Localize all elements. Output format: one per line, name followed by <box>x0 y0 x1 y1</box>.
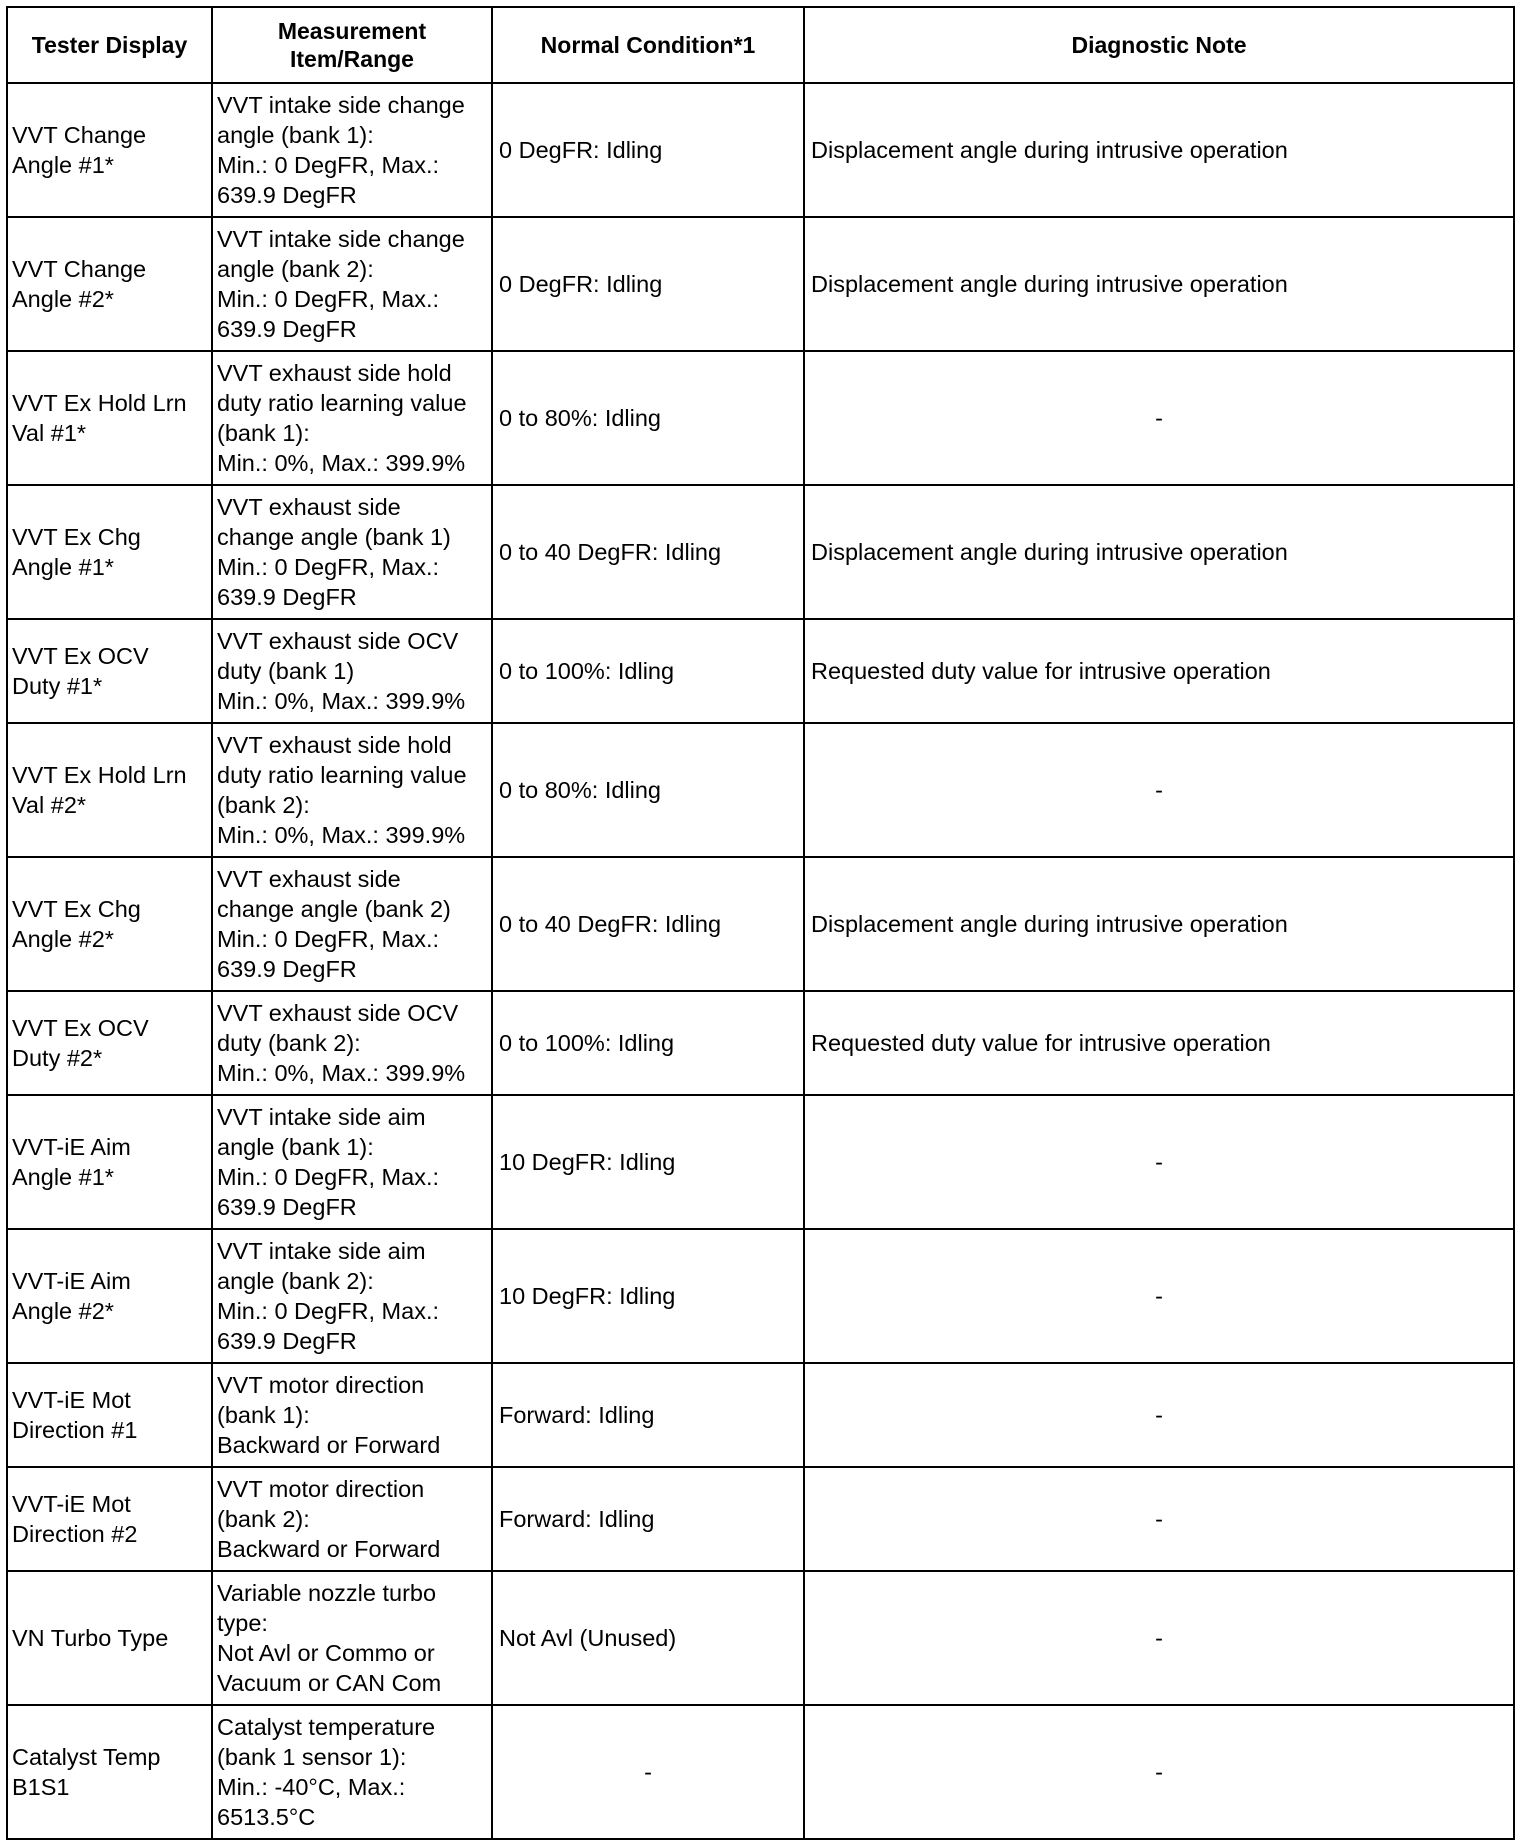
cell-diagnostic-note: - <box>804 351 1514 485</box>
cell-normal-condition: 0 to 80%: Idling <box>492 723 804 857</box>
tester-display-line: Direction #2 <box>12 1521 138 1547</box>
measurement-range-line: Min.: 0%, Max.: 399.9% <box>217 822 466 848</box>
cell-measurement-range <box>212 857 492 991</box>
tester-display-line: Angle #2* <box>12 1298 114 1324</box>
tester-display-line: B1S1 <box>12 1774 70 1800</box>
measurement-range-line: duty ratio learning value <box>217 762 467 788</box>
cell-diagnostic-note: - <box>804 1229 1514 1363</box>
tester-display-line: Val #2* <box>12 792 87 818</box>
header-diagnostic-note: Diagnostic Note <box>804 7 1514 83</box>
measurement-range-line: 639.9 DegFR <box>217 1194 357 1220</box>
cell-normal-condition: 0 to 40 DegFR: Idling <box>492 485 804 619</box>
cell-normal-condition: 0 DegFR: Idling <box>492 217 804 351</box>
cell-diagnostic-note: - <box>804 1571 1514 1705</box>
cell-measurement-range <box>212 1095 492 1229</box>
measurement-range-line: Min.: 0 DegFR, Max.: <box>217 286 439 312</box>
cell-tester-display <box>7 723 212 857</box>
tester-display-line: VVT Ex Chg <box>12 896 141 922</box>
cell-normal-condition: 0 to 100%: Idling <box>492 619 804 723</box>
measurement-range-line: Backward or Forward <box>217 1432 441 1458</box>
cell-tester-display <box>7 991 212 1095</box>
measurement-range-line: 639.9 DegFR <box>217 182 357 208</box>
measurement-range-line: VVT exhaust side OCV <box>217 628 459 654</box>
tester-display-line: VVT Ex Hold Lrn <box>12 762 187 788</box>
cell-tester-display <box>7 619 212 723</box>
cell-normal-condition: Not Avl (Unused) <box>492 1571 804 1705</box>
header-normal-condition: Normal Condition*1 <box>492 7 804 83</box>
cell-tester-display <box>7 1571 212 1705</box>
cell-diagnostic-note: Displacement angle during intrusive operation <box>804 485 1514 619</box>
tester-display-line: VVT-iE Aim <box>12 1134 131 1160</box>
table-row <box>7 1095 1514 1229</box>
cell-measurement-range <box>212 83 492 217</box>
table-row <box>7 351 1514 485</box>
cell-measurement-range <box>212 1705 492 1839</box>
cell-measurement-range <box>212 619 492 723</box>
measurement-range-line: 6513.5°C <box>217 1804 316 1830</box>
cell-diagnostic-note: - <box>804 1467 1514 1571</box>
measurement-range-line: VVT exhaust side <box>217 494 401 520</box>
table-row <box>7 991 1514 1095</box>
measurement-range-line: VVT intake side change <box>217 226 465 252</box>
cell-measurement-range <box>212 1571 492 1705</box>
measurement-range-line: (bank 2): <box>217 792 310 818</box>
table-row <box>7 1571 1514 1705</box>
measurement-range-line: VVT exhaust side <box>217 866 401 892</box>
measurement-range-line: Min.: 0 DegFR, Max.: <box>217 1164 439 1190</box>
measurement-range-line: VVT exhaust side hold <box>217 732 452 758</box>
tester-display-line: Angle #1* <box>12 152 114 178</box>
cell-tester-display <box>7 217 212 351</box>
measurement-range-line: (bank 1 sensor 1): <box>217 1744 407 1770</box>
cell-diagnostic-note: - <box>804 1705 1514 1839</box>
tester-display-line: Direction #1 <box>12 1417 138 1443</box>
tester-display-line: Angle #2* <box>12 286 114 312</box>
cell-normal-condition: 0 to 80%: Idling <box>492 351 804 485</box>
measurement-range-line: duty (bank 2): <box>217 1030 361 1056</box>
table-row <box>7 217 1514 351</box>
measurement-range-line: VVT exhaust side hold <box>217 360 452 386</box>
measurement-range-line: Min.: -40°C, Max.: <box>217 1774 406 1800</box>
measurement-range-line: VVT intake side aim <box>217 1104 426 1130</box>
tester-display-line: VVT Ex OCV <box>12 643 149 669</box>
tester-display-line: Val #1* <box>12 420 87 446</box>
cell-tester-display <box>7 351 212 485</box>
tester-display-line: VVT-iE Mot <box>12 1491 131 1517</box>
cell-tester-display <box>7 1705 212 1839</box>
cell-normal-condition: - <box>492 1705 804 1839</box>
cell-diagnostic-note: Displacement angle during intrusive operation <box>804 857 1514 991</box>
cell-measurement-range <box>212 351 492 485</box>
measurement-range-line: VVT intake side aim <box>217 1238 426 1264</box>
cell-normal-condition: Forward: Idling <box>492 1363 804 1467</box>
measurement-range-line: VVT exhaust side OCV <box>217 1000 459 1026</box>
tester-display-line: Duty #2* <box>12 1045 103 1071</box>
tester-display-line: VVT Ex OCV <box>12 1015 149 1041</box>
measurement-range-line: Not Avl or Commo or <box>217 1640 435 1666</box>
tester-display-line: VVT Change <box>12 256 147 282</box>
cell-measurement-range <box>212 1363 492 1467</box>
measurement-range-line: 639.9 DegFR <box>217 1328 357 1354</box>
measurement-range-line: Min.: 0 DegFR, Max.: <box>217 554 439 580</box>
cell-tester-display <box>7 1467 212 1571</box>
measurement-range-line: Min.: 0%, Max.: 399.9% <box>217 1060 466 1086</box>
measurement-range-line: 639.9 DegFR <box>217 584 357 610</box>
table-row <box>7 723 1514 857</box>
cell-diagnostic-note: - <box>804 1363 1514 1467</box>
cell-measurement-range <box>212 485 492 619</box>
tester-display-line: VVT-iE Aim <box>12 1268 131 1294</box>
header-measurement-line2: Item/Range <box>290 46 414 72</box>
measurement-range-line: Catalyst temperature <box>217 1714 436 1740</box>
header-measurement-line1: Measurement <box>277 18 427 44</box>
measurement-range-line: angle (bank 2): <box>217 1268 374 1294</box>
measurement-range-line: (bank 2): <box>217 1506 310 1532</box>
cell-normal-condition: 10 DegFR: Idling <box>492 1229 804 1363</box>
cell-diagnostic-note: Displacement angle during intrusive operation <box>804 217 1514 351</box>
cell-normal-condition: 0 to 40 DegFR: Idling <box>492 857 804 991</box>
cell-tester-display <box>7 1229 212 1363</box>
cell-normal-condition: 0 DegFR: Idling <box>492 83 804 217</box>
cell-tester-display <box>7 485 212 619</box>
cell-measurement-range <box>212 1229 492 1363</box>
tester-display-line: VN Turbo Type <box>12 1625 169 1651</box>
measurement-range-line: VVT intake side change <box>217 92 465 118</box>
tester-display-line: Duty #1* <box>12 673 103 699</box>
table-row <box>7 619 1514 723</box>
tester-display-line: Angle #2* <box>12 926 114 952</box>
table-row <box>7 1705 1514 1839</box>
cell-diagnostic-note: Displacement angle during intrusive operation <box>804 83 1514 217</box>
measurement-range-line: VVT motor direction <box>217 1476 425 1502</box>
data-list-table <box>6 6 1515 1840</box>
tester-display-line: Angle #1* <box>12 1164 114 1190</box>
cell-tester-display <box>7 1095 212 1229</box>
measurement-range-line: Min.: 0 DegFR, Max.: <box>217 926 439 952</box>
cell-measurement-range <box>212 991 492 1095</box>
cell-measurement-range <box>212 723 492 857</box>
measurement-range-line: Variable nozzle turbo <box>217 1580 437 1606</box>
tester-display-line: Angle #1* <box>12 554 114 580</box>
table-row <box>7 485 1514 619</box>
measurement-range-line: duty ratio learning value <box>217 390 467 416</box>
table-row <box>7 1229 1514 1363</box>
cell-diagnostic-note: Requested duty value for intrusive operation <box>804 619 1514 723</box>
tester-display-line: VVT Change <box>12 122 147 148</box>
measurement-range-line: 639.9 DegFR <box>217 956 357 982</box>
measurement-range-line: angle (bank 1): <box>217 1134 374 1160</box>
measurement-range-line: duty (bank 1) <box>217 658 355 684</box>
measurement-range-line: Min.: 0%, Max.: 399.9% <box>217 688 466 714</box>
cell-tester-display <box>7 1363 212 1467</box>
table-row <box>7 83 1514 217</box>
measurement-range-line: (bank 1): <box>217 420 310 446</box>
table-row <box>7 1363 1514 1467</box>
table-row <box>7 857 1514 991</box>
cell-tester-display <box>7 83 212 217</box>
measurement-range-line: Vacuum or CAN Com <box>217 1670 442 1696</box>
measurement-range-line: Backward or Forward <box>217 1536 441 1562</box>
table-row <box>7 1467 1514 1571</box>
header-tester-display: Tester Display <box>7 7 212 83</box>
cell-diagnostic-note: - <box>804 1095 1514 1229</box>
measurement-range-line: type: <box>217 1610 268 1636</box>
measurement-range-line: VVT motor direction <box>217 1372 425 1398</box>
tester-display-line: VVT Ex Hold Lrn <box>12 390 187 416</box>
tester-display-line: VVT Ex Chg <box>12 524 141 550</box>
measurement-range-line: (bank 1): <box>217 1402 310 1428</box>
cell-normal-condition: Forward: Idling <box>492 1467 804 1571</box>
measurement-range-line: change angle (bank 2) <box>217 896 451 922</box>
cell-normal-condition: 10 DegFR: Idling <box>492 1095 804 1229</box>
measurement-range-line: Min.: 0%, Max.: 399.9% <box>217 450 466 476</box>
cell-diagnostic-note: Requested duty value for intrusive operation <box>804 991 1514 1095</box>
cell-tester-display <box>7 857 212 991</box>
header-measurement-item-range <box>212 7 492 83</box>
tester-display-line: Catalyst Temp <box>12 1744 161 1770</box>
cell-diagnostic-note: - <box>804 723 1514 857</box>
measurement-range-line: Min.: 0 DegFR, Max.: <box>217 152 439 178</box>
measurement-range-line: Min.: 0 DegFR, Max.: <box>217 1298 439 1324</box>
tester-display-line: VVT-iE Mot <box>12 1387 131 1413</box>
cell-measurement-range <box>212 1467 492 1571</box>
measurement-range-line: 639.9 DegFR <box>217 316 357 342</box>
cell-measurement-range <box>212 217 492 351</box>
measurement-range-line: change angle (bank 1) <box>217 524 451 550</box>
header-row <box>7 7 1514 83</box>
measurement-range-line: angle (bank 2): <box>217 256 374 282</box>
measurement-range-line: angle (bank 1): <box>217 122 374 148</box>
cell-normal-condition: 0 to 100%: Idling <box>492 991 804 1095</box>
